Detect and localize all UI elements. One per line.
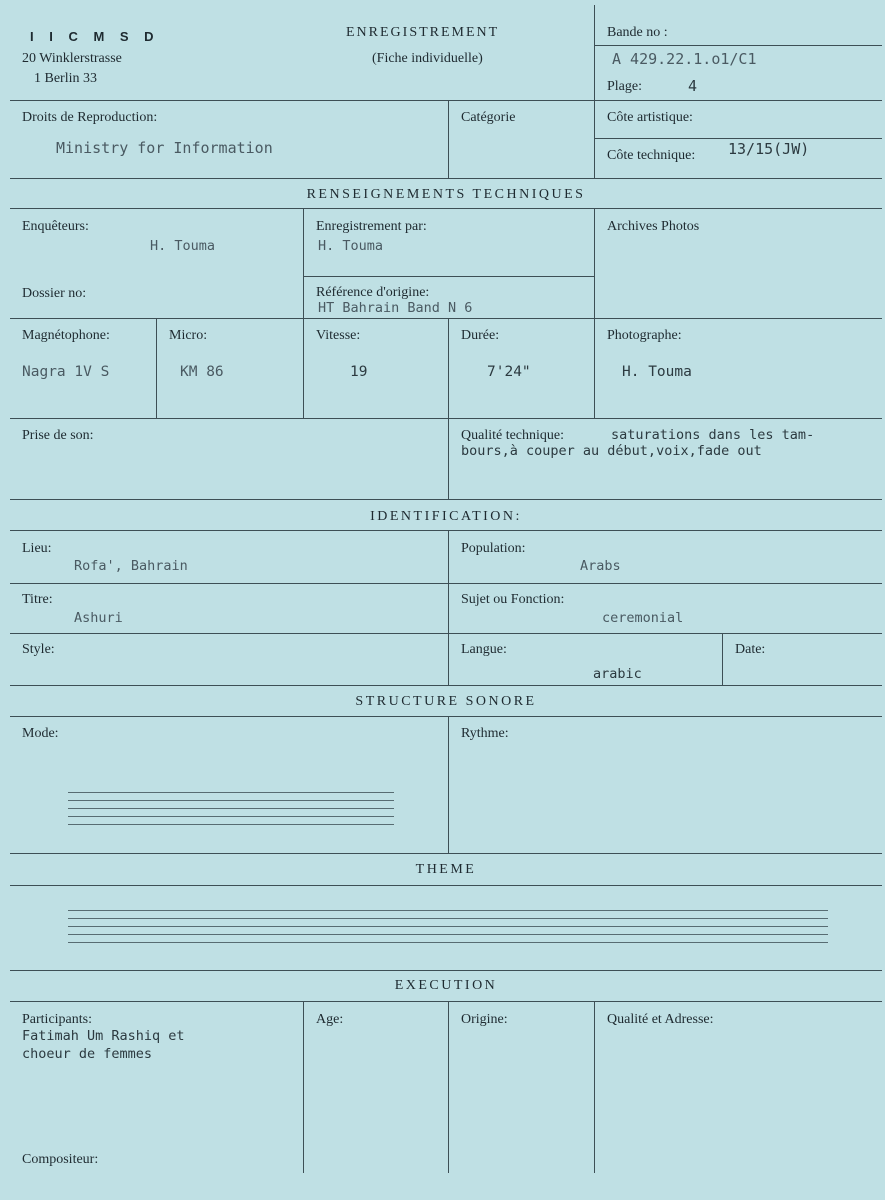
- mode-line: [68, 808, 394, 809]
- enregistrement-par-value: H. Touma: [318, 238, 384, 254]
- rule-v-origine: [448, 1001, 449, 1173]
- duree-value: 7'24": [487, 364, 531, 380]
- enqueteurs-label: Enquêteurs:: [22, 219, 89, 234]
- qualite-technique-value: saturations dans les tam-: [611, 427, 815, 443]
- mode-line: [68, 824, 394, 825]
- magnetophone-label: Magnétophone:: [22, 328, 110, 343]
- mode-line: [68, 792, 394, 793]
- rule-row11: [10, 716, 882, 717]
- mode-line: [68, 800, 394, 801]
- rythme-label: Rythme:: [461, 726, 509, 741]
- rule-row1: [10, 100, 882, 101]
- qualite-technique-label: Qualité technique:: [461, 428, 565, 443]
- titre-label: Titre:: [22, 592, 53, 607]
- population-label: Population:: [461, 541, 526, 556]
- rule-row4: [10, 318, 882, 319]
- rule-row12: [10, 853, 882, 854]
- droits-label: Droits de Reproduction:: [22, 110, 158, 125]
- origine-label: Origine:: [461, 1012, 508, 1027]
- categorie-label: Catégorie: [461, 110, 516, 125]
- mode-label: Mode:: [22, 726, 59, 741]
- sujet-label: Sujet ou Fonction:: [461, 592, 565, 607]
- participants-value-2: choeur de femmes: [22, 1046, 153, 1062]
- section-execution: EXECUTION: [394, 978, 498, 993]
- cote-artistique-label: Côte artistique:: [607, 110, 693, 125]
- rule-row14: [10, 970, 882, 971]
- theme-line: [68, 910, 828, 911]
- theme-line: [68, 926, 828, 927]
- rule-v-micro: [156, 318, 157, 418]
- lieu-label: Lieu:: [22, 541, 52, 556]
- lieu-value: Rofa', Bahrain: [74, 558, 188, 574]
- rule-row2: [10, 178, 882, 179]
- compositeur-label: Compositeur:: [22, 1152, 99, 1167]
- rule-cote: [594, 138, 882, 139]
- duree-label: Durée:: [461, 328, 500, 343]
- bande-label: Bande no :: [607, 25, 668, 40]
- theme-line: [68, 942, 828, 943]
- org-logo: I I C M S D: [30, 29, 160, 44]
- population-value: Arabs: [580, 558, 621, 574]
- rule-v-date: [722, 633, 723, 685]
- titre-value: Ashuri: [74, 610, 123, 626]
- plage-label: Plage:: [607, 79, 642, 94]
- rule-row9: [10, 633, 882, 634]
- langue-value: arabic: [593, 666, 642, 682]
- rule-v-tech1: [303, 208, 304, 418]
- org-address: 20 Winklerstrasse: [22, 51, 122, 66]
- rule-row13: [10, 885, 882, 886]
- enqueteurs-value: H. Touma: [150, 238, 216, 254]
- langue-label: Langue:: [461, 642, 507, 657]
- section-identification: IDENTIFICATION:: [370, 509, 522, 524]
- cote-technique-value: 13/15(JW): [728, 140, 810, 158]
- bande-value: A 429.22.1.o1/C1: [612, 50, 757, 68]
- archives-photos-label: Archives Photos: [607, 219, 700, 234]
- theme-line: [68, 918, 828, 919]
- section-theme: THEME: [415, 862, 477, 877]
- style-label: Style:: [22, 642, 55, 657]
- rule-v-rythme: [448, 716, 449, 853]
- micro-value: KM 86: [180, 364, 224, 380]
- rule-v-qualite: [448, 418, 449, 499]
- plage-value: 4: [688, 77, 698, 95]
- cote-technique-label: Côte technique:: [607, 148, 696, 163]
- participants-label: Participants:: [22, 1012, 92, 1027]
- section-structure-sonore: STRUCTURE SONORE: [355, 694, 537, 709]
- magnetophone-value: Nagra 1V S: [22, 364, 110, 380]
- reference-value: HT Bahrain Band N 6: [318, 300, 473, 316]
- rule-v-age: [303, 1001, 304, 1173]
- rule-row10: [10, 685, 882, 686]
- card-title: ENREGISTREMENT: [346, 25, 500, 40]
- sujet-value: ceremonial: [602, 610, 684, 626]
- dossier-label: Dossier no:: [22, 286, 87, 301]
- card-subtitle: (Fiche individuelle): [372, 51, 483, 66]
- theme-line: [68, 934, 828, 935]
- rule-row8: [10, 583, 882, 584]
- age-label: Age:: [316, 1012, 344, 1027]
- rule-v-header: [594, 5, 595, 178]
- vitesse-value: 19: [350, 364, 368, 380]
- photographe-label: Photographe:: [607, 328, 682, 343]
- rule-v-tech2: [594, 208, 595, 418]
- qualite-adresse-label: Qualité et Adresse:: [607, 1012, 714, 1027]
- enregistrement-par-label: Enregistrement par:: [316, 219, 427, 234]
- rule-row6: [10, 499, 882, 500]
- mode-line: [68, 816, 394, 817]
- participants-value: Fatimah Um Rashiq et: [22, 1028, 185, 1044]
- rule-v-categorie: [448, 100, 449, 178]
- section-renseignements: RENSEIGNEMENTS TECHNIQUES: [306, 187, 586, 202]
- rule-row5: [10, 418, 882, 419]
- qualite-technique-value-2: bours,à couper au début,voix,fade out: [461, 443, 762, 459]
- rule-v-duree: [448, 318, 449, 418]
- prise-de-son-label: Prise de son:: [22, 428, 94, 443]
- vitesse-label: Vitesse:: [316, 328, 361, 343]
- droits-value: Ministry for Information: [56, 139, 273, 157]
- photographe-value: H. Touma: [622, 364, 692, 380]
- rule-row15: [10, 1001, 882, 1002]
- rule-v-ident: [448, 530, 449, 685]
- rule-v-qualite-adresse: [594, 1001, 595, 1173]
- rule-reference: [303, 276, 594, 277]
- reference-label: Référence d'origine:: [316, 285, 430, 300]
- org-city: 1 Berlin 33: [34, 71, 97, 86]
- rule-bande: [594, 45, 882, 46]
- rule-row3: [10, 208, 882, 209]
- rule-row7: [10, 530, 882, 531]
- micro-label: Micro:: [169, 328, 208, 343]
- date-label: Date:: [735, 642, 766, 657]
